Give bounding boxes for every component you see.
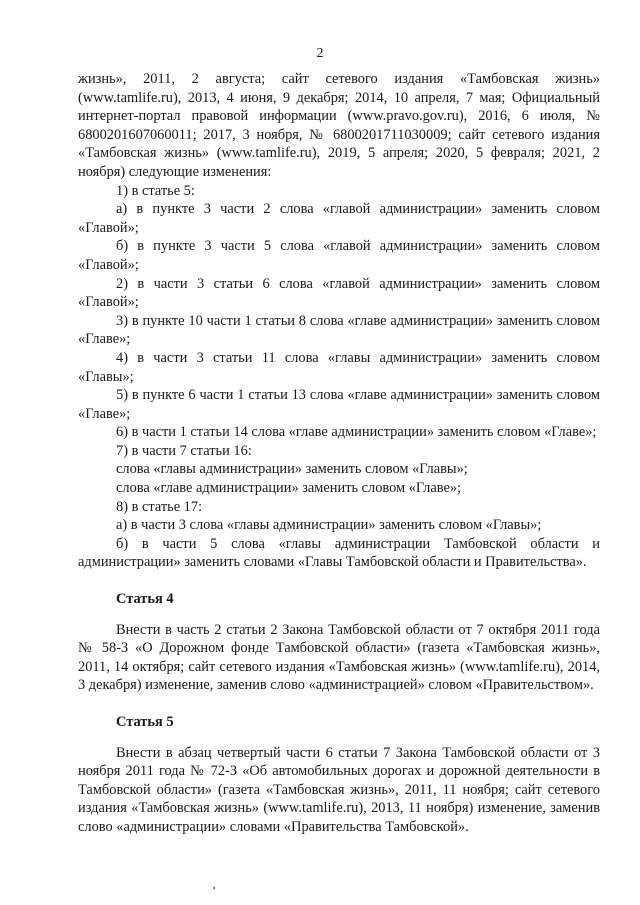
item-1: 1) в статье 5: xyxy=(116,182,195,199)
item-4: 4) в части 3 статьи 11 слова «главы администрации» заменить словом «Главы»; xyxy=(78,349,600,385)
article-5-heading: Статья 5 xyxy=(116,714,174,730)
item-7-line-2: слова «главе администрации» заменить словом «Главе»; xyxy=(116,480,462,497)
item-7: 7) в части 7 статьи 16: xyxy=(116,442,252,459)
item-5: 5) в пункте 6 части 1 статьи 13 слова «главе администрации» заменить словом «Главе»; xyxy=(78,387,600,422)
scan-speck xyxy=(213,887,215,889)
item-1a: а) в пункте 3 части 2 слова «главой администрации» заменить словом «Главой»; xyxy=(78,201,600,236)
item-8b: б) в части 5 слова «главы администрации Тамбовской области и администрации» заменить словами «Главы Тамбовской области и Правительства». xyxy=(78,535,600,571)
item-8a: а) в части 3 слова «главы администрации» заменить словом «Главы»; xyxy=(116,517,542,534)
document-body xyxy=(78,70,600,837)
item-7-line-1: слова «главы администрации» заменить словом «Главы»; xyxy=(116,461,468,478)
item-6: 6) в части 1 статьи 14 слова «главе администрации» заменить словом «Главе»; xyxy=(116,424,597,441)
article-4-heading: Статья 4 xyxy=(116,591,174,608)
article-4-text: Внести в часть 2 статьи 2 Закона Тамбовской области от 7 октября 2011 года № 58-З «О Дорожном фонде Тамбовской области» (газета «Тамбовская жизнь», 2011, 14 октября; сайт сетевого издания «Тамбовская жизнь» (www.tamlife.ru), 2014, 3 декабря) изменение, заменив слово «администрацией» словом «Правительством». xyxy=(78,621,600,694)
item-2: 2) в части 3 статьи 6 слова «главой администрации» заменить словом «Главой»; xyxy=(78,275,600,311)
item-1b: б) в пункте 3 части 5 слова «главой администрации» заменить словом «Главой»; xyxy=(78,238,600,273)
item-8: 8) в статье 17: xyxy=(116,498,203,515)
page-number: 2 xyxy=(316,46,324,61)
item-3: 3) в пункте 10 части 1 статьи 8 слова «главе администрации» заменить словом «Главе»; xyxy=(78,312,600,348)
article-5-text: Внести в абзац четвертый части 6 статьи 7 Закона Тамбовской области от 3 ноября 2011 года № 72-З «Об автомобильных дорогах и дорожной деятельности в Тамбовской области» (газета «Тамбовская жизнь», 2011, 11 ноября; сайт сетевого издания «Тамбовская жизнь» (www.tamlife.ru), 2013, 11 ноября) изменение, заменив слово «администрации» словами «Правительства Тамбовской». xyxy=(78,744,600,835)
paragraph-law-sources: жизнь», 2011, 2 августа; сайт сетевого издания «Тамбовская жизнь» (www.tamlife.ru), 2013, 4 июня, 9 декабря; 2014, 10 апреля, 7 мая; Официальный интернет-портал правовой информации (www.pravo.gov.ru), 2016, 6 июля, № 6800201607060011; 2017, 3 ноября, № 6800201711030009; сайт сетевого издания «Тамбовская жизнь» (www.tamlife.ru), 2019, 5 апреля; 2020, 5 февраля; 2021, 2 ноября) следующие изменения: xyxy=(78,71,600,180)
